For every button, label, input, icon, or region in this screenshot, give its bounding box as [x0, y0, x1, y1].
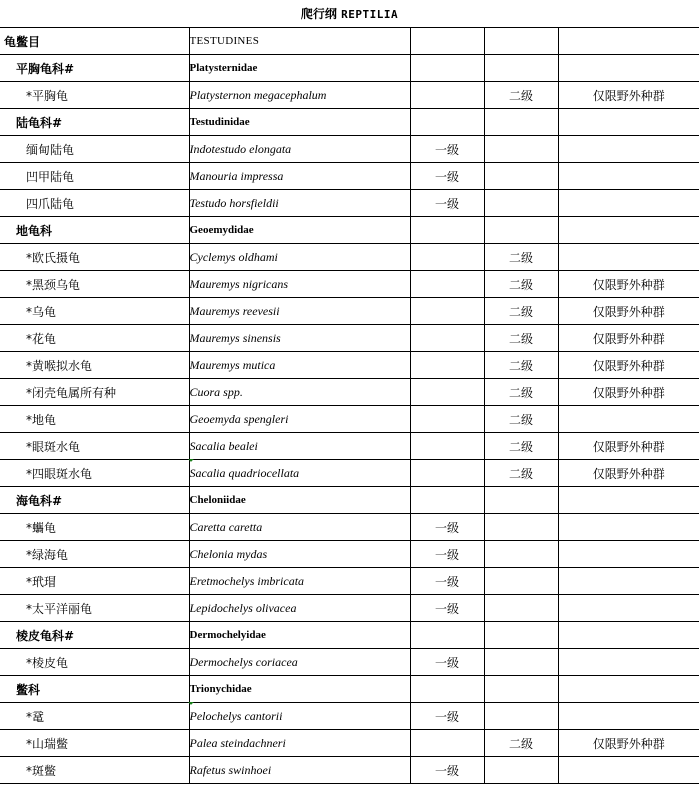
- scientific-name-cell: Dermochelyidae: [189, 622, 410, 649]
- common-name-cell: *棱皮龟: [0, 649, 189, 676]
- grade-one-cell: [410, 487, 484, 514]
- grade-one-cell: [410, 460, 484, 487]
- family-row: [0, 109, 699, 136]
- grade-two-cell: 二级: [484, 271, 558, 298]
- common-name-cell: *鼋: [0, 703, 189, 730]
- note-cell: 仅限野外种群: [558, 460, 699, 487]
- family-row: [0, 487, 699, 514]
- common-name-cell: *欧氏摄龟: [0, 244, 189, 271]
- common-name-cell: 陆龟科#: [0, 109, 189, 136]
- grade-one-cell: 一级: [410, 136, 484, 163]
- family-row: [0, 622, 699, 649]
- grade-two-cell: 二级: [484, 82, 558, 109]
- scientific-name-cell: Eretmochelys imbricata: [189, 568, 410, 595]
- grade-one-cell: 一级: [410, 568, 484, 595]
- grade-one-cell: [410, 244, 484, 271]
- grade-two-cell: [484, 622, 558, 649]
- scientific-name-cell: Lepidochelys olivacea: [189, 595, 410, 622]
- note-cell: [558, 568, 699, 595]
- species-row: [0, 82, 699, 109]
- note-cell: [558, 109, 699, 136]
- common-name-cell: 龟鳖目: [0, 28, 189, 55]
- grade-one-cell: [410, 55, 484, 82]
- common-name-cell: 地龟科: [0, 217, 189, 244]
- note-cell: 仅限野外种群: [558, 325, 699, 352]
- grade-two-cell: 二级: [484, 730, 558, 757]
- note-cell: [558, 703, 699, 730]
- grade-two-cell: 二级: [484, 325, 558, 352]
- family-row: [0, 217, 699, 244]
- species-row: [0, 406, 699, 433]
- grade-one-cell: [410, 271, 484, 298]
- note-cell: [558, 514, 699, 541]
- common-name-cell: *地龟: [0, 406, 189, 433]
- common-name-cell: *黑颈乌龟: [0, 271, 189, 298]
- note-cell: [558, 541, 699, 568]
- grade-two-cell: 二级: [484, 244, 558, 271]
- grade-one-cell: 一级: [410, 703, 484, 730]
- species-row: [0, 595, 699, 622]
- scientific-name-cell: Pelochelys cantorii: [189, 703, 410, 730]
- species-row: [0, 298, 699, 325]
- grade-one-cell: 一级: [410, 163, 484, 190]
- scientific-name-cell: Mauremys sinensis: [189, 325, 410, 352]
- grade-two-cell: [484, 568, 558, 595]
- scientific-name-cell: Platysternon megacephalum: [189, 82, 410, 109]
- grade-two-cell: 二级: [484, 460, 558, 487]
- species-row: [0, 379, 699, 406]
- title-chinese: 爬行纲: [300, 7, 337, 21]
- note-cell: 仅限野外种群: [558, 730, 699, 757]
- common-name-cell: *斑鳖: [0, 757, 189, 784]
- grade-two-cell: [484, 190, 558, 217]
- species-row: [0, 460, 699, 487]
- grade-two-cell: 二级: [484, 352, 558, 379]
- scientific-name-cell: Sacalia bealei: [189, 433, 410, 460]
- grade-one-cell: 一级: [410, 757, 484, 784]
- common-name-cell: 缅甸陆龟: [0, 136, 189, 163]
- grade-one-cell: 一级: [410, 541, 484, 568]
- species-row: [0, 136, 699, 163]
- grade-one-cell: [410, 406, 484, 433]
- grade-one-cell: [410, 379, 484, 406]
- note-cell: 仅限野外种群: [558, 82, 699, 109]
- grade-one-cell: [410, 82, 484, 109]
- note-cell: [558, 676, 699, 703]
- scientific-name-cell: Palea steindachneri: [189, 730, 410, 757]
- title-latin: REPTILIA: [341, 8, 399, 21]
- grade-two-cell: [484, 757, 558, 784]
- species-row: [0, 244, 699, 271]
- grade-two-cell: [484, 703, 558, 730]
- family-row: [0, 676, 699, 703]
- grade-one-cell: 一级: [410, 649, 484, 676]
- grade-two-cell: [484, 676, 558, 703]
- scientific-name-cell: Sacalia quadriocellata: [189, 460, 410, 487]
- scientific-name-cell: Cuora spp.: [189, 379, 410, 406]
- scientific-name-cell: Testudo horsfieldii: [189, 190, 410, 217]
- species-row: [0, 163, 699, 190]
- grade-two-cell: 二级: [484, 433, 558, 460]
- grade-two-cell: [484, 28, 558, 55]
- scientific-name-cell: Geoemyda spengleri: [189, 406, 410, 433]
- common-name-cell: *山瑞鳖: [0, 730, 189, 757]
- scientific-name-cell: Indotestudo elongata: [189, 136, 410, 163]
- scientific-name-cell: Trionychidae: [189, 676, 410, 703]
- grade-two-cell: [484, 163, 558, 190]
- common-name-cell: *乌龟: [0, 298, 189, 325]
- note-cell: [558, 136, 699, 163]
- family-row: [0, 55, 699, 82]
- scientific-name-cell: Mauremys mutica: [189, 352, 410, 379]
- note-cell: [558, 406, 699, 433]
- scientific-name-cell: TESTUDINES: [189, 28, 410, 55]
- species-row: [0, 271, 699, 298]
- common-name-cell: 海龟科#: [0, 487, 189, 514]
- grade-two-cell: [484, 217, 558, 244]
- note-cell: [558, 622, 699, 649]
- species-row: [0, 433, 699, 460]
- scientific-name-cell: Dermochelys coriacea: [189, 649, 410, 676]
- scientific-name-cell: Mauremys nigricans: [189, 271, 410, 298]
- note-cell: 仅限野外种群: [558, 298, 699, 325]
- common-name-cell: 棱皮龟科#: [0, 622, 189, 649]
- grade-two-cell: [484, 55, 558, 82]
- grade-one-cell: [410, 217, 484, 244]
- grade-one-cell: [410, 433, 484, 460]
- species-row: [0, 730, 699, 757]
- common-name-cell: *绿海龟: [0, 541, 189, 568]
- note-cell: [558, 649, 699, 676]
- grade-one-cell: [410, 28, 484, 55]
- grade-one-cell: [410, 109, 484, 136]
- species-row: [0, 649, 699, 676]
- grade-one-cell: [410, 730, 484, 757]
- common-name-cell: *眼斑水龟: [0, 433, 189, 460]
- scientific-name-cell: Manouria impressa: [189, 163, 410, 190]
- grade-two-cell: [484, 136, 558, 163]
- scientific-name-cell: Platysternidae: [189, 55, 410, 82]
- grade-two-cell: [484, 595, 558, 622]
- common-name-cell: *太平洋丽龟: [0, 595, 189, 622]
- common-name-cell: 鳖科: [0, 676, 189, 703]
- page-title: [0, 0, 699, 28]
- common-name-cell: 凹甲陆龟: [0, 163, 189, 190]
- note-cell: [558, 757, 699, 784]
- note-cell: 仅限野外种群: [558, 352, 699, 379]
- grade-two-cell: [484, 541, 558, 568]
- grade-two-cell: [484, 109, 558, 136]
- note-cell: [558, 190, 699, 217]
- common-name-cell: *四眼斑水龟: [0, 460, 189, 487]
- common-name-cell: *玳瑁: [0, 568, 189, 595]
- species-row: [0, 190, 699, 217]
- common-name-cell: 四爪陆龟: [0, 190, 189, 217]
- order-row: [0, 28, 699, 55]
- note-cell: 仅限野外种群: [558, 433, 699, 460]
- grade-one-cell: 一级: [410, 190, 484, 217]
- note-cell: [558, 163, 699, 190]
- note-cell: [558, 28, 699, 55]
- species-row: [0, 514, 699, 541]
- species-row: [0, 568, 699, 595]
- common-name-cell: *蠵龟: [0, 514, 189, 541]
- grade-one-cell: 一级: [410, 514, 484, 541]
- scientific-name-cell: Caretta caretta: [189, 514, 410, 541]
- common-name-cell: *闭壳龟属所有种: [0, 379, 189, 406]
- scientific-name-cell: Testudinidae: [189, 109, 410, 136]
- note-cell: [558, 55, 699, 82]
- note-cell: [558, 595, 699, 622]
- scientific-name-cell: Cyclemys oldhami: [189, 244, 410, 271]
- species-row: [0, 703, 699, 730]
- grade-one-cell: 一级: [410, 595, 484, 622]
- species-table: [0, 27, 699, 784]
- species-row: [0, 352, 699, 379]
- grade-one-cell: [410, 352, 484, 379]
- note-cell: [558, 487, 699, 514]
- scientific-name-cell: Chelonia mydas: [189, 541, 410, 568]
- grade-two-cell: 二级: [484, 406, 558, 433]
- species-row: [0, 325, 699, 352]
- grade-one-cell: [410, 298, 484, 325]
- common-name-cell: *平胸龟: [0, 82, 189, 109]
- note-cell: [558, 217, 699, 244]
- grade-one-cell: [410, 325, 484, 352]
- common-name-cell: 平胸龟科#: [0, 55, 189, 82]
- scientific-name-cell: Geoemydidae: [189, 217, 410, 244]
- grade-two-cell: [484, 649, 558, 676]
- grade-two-cell: [484, 514, 558, 541]
- grade-one-cell: [410, 676, 484, 703]
- grade-two-cell: 二级: [484, 379, 558, 406]
- scientific-name-cell: Rafetus swinhoei: [189, 757, 410, 784]
- note-cell: 仅限野外种群: [558, 271, 699, 298]
- species-row: [0, 541, 699, 568]
- species-row: [0, 757, 699, 784]
- grade-two-cell: 二级: [484, 298, 558, 325]
- common-name-cell: *花龟: [0, 325, 189, 352]
- grade-two-cell: [484, 487, 558, 514]
- scientific-name-cell: Mauremys reevesii: [189, 298, 410, 325]
- grade-one-cell: [410, 622, 484, 649]
- note-cell: 仅限野外种群: [558, 379, 699, 406]
- common-name-cell: *黄喉拟水龟: [0, 352, 189, 379]
- note-cell: [558, 244, 699, 271]
- scientific-name-cell: Cheloniidae: [189, 487, 410, 514]
